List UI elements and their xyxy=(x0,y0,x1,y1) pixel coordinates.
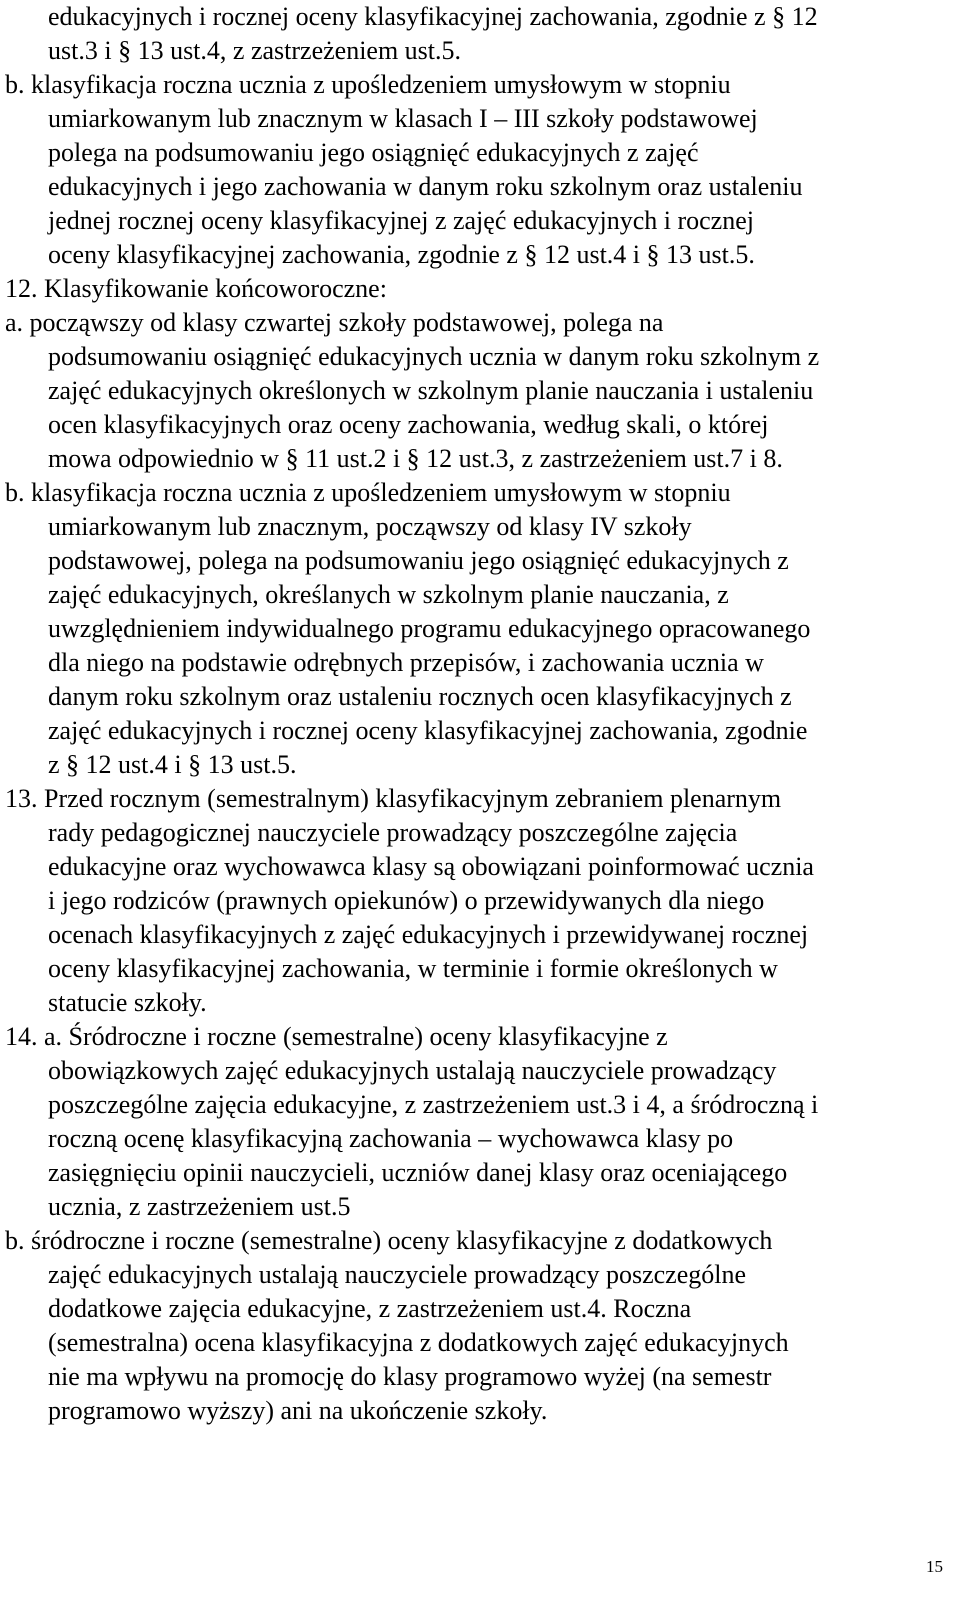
text-line: dla niego na podstawie odrębnych przepisów, i zachowania ucznia w xyxy=(48,648,764,677)
text-line: zasięgnięciu opinii nauczycieli, uczniów danej klasy oraz oceniającego xyxy=(48,1158,788,1187)
text-line: ocen klasyfikacyjnych oraz oceny zachowania, według skali, o której xyxy=(48,410,769,439)
text-line: uwzględnieniem indywidualnego programu edukacyjnego opracowanego xyxy=(48,614,811,643)
text-line: poszczególne zajęcia edukacyjne, z zastrzeżeniem ust.3 i 4, a śródroczną i xyxy=(48,1090,819,1119)
text-line: jednej rocznej oceny klasyfikacyjnej z zajęć edukacyjnych i rocznej xyxy=(48,206,754,235)
text-line: i jego rodziców (prawnych opiekunów) o przewidywanych dla niego xyxy=(48,886,765,915)
text-line: b. śródroczne i roczne (semestralne) oceny klasyfikacyjne z dodatkowych xyxy=(5,1226,773,1255)
text-line: polega na podsumowaniu jego osiągnięć edukacyjnych z zajęć xyxy=(48,138,699,167)
text-line: mowa odpowiednio w § 11 ust.2 i § 12 ust.3, z zastrzeżeniem ust.7 i 8. xyxy=(48,444,783,473)
text-line: edukacyjne oraz wychowawca klasy są obowiązani poinformować ucznia xyxy=(48,852,814,881)
text-line: z § 12 ust.4 i § 13 ust.5. xyxy=(48,750,297,779)
text-line: a. począwszy od klasy czwartej szkoły podstawowej, polega na xyxy=(5,308,664,337)
text-line: edukacyjnych i jego zachowania w danym roku szkolnym oraz ustaleniu xyxy=(48,172,803,201)
text-line: 13. Przed rocznym (semestralnym) klasyfikacyjnym zebraniem plenarnym xyxy=(5,784,782,813)
text-line: ocenach klasyfikacyjnych z zajęć edukacyjnych i przewidywanej rocznej xyxy=(48,920,809,949)
text-line: b. klasyfikacja roczna ucznia z upośledzeniem umysłowym w stopniu xyxy=(5,478,731,507)
text-line: 14. a. Śródroczne i roczne (semestralne) oceny klasyfikacyjne z xyxy=(5,1022,668,1051)
text-line: zajęć edukacyjnych określonych w szkolnym planie nauczania i ustaleniu xyxy=(48,376,814,405)
page-number: 15 xyxy=(926,1557,943,1576)
text-line: ust.3 i § 13 ust.4, z zastrzeżeniem ust.5. xyxy=(48,36,462,65)
text-line: ucznia, z zastrzeżeniem ust.5 xyxy=(48,1192,351,1221)
text-line: zajęć edukacyjnych, określanych w szkolnym planie nauczania, z xyxy=(48,580,729,609)
text-line: b. klasyfikacja roczna ucznia z upośledzeniem umysłowym w stopniu xyxy=(5,70,731,99)
text-line: (semestralna) ocena klasyfikacyjna z dodatkowych zajęć edukacyjnych xyxy=(48,1328,789,1357)
text-line: umiarkowanym lub znacznym w klasach I – III szkoły podstawowej xyxy=(48,104,758,133)
text-line: podstawowej, polega na podsumowaniu jego osiągnięć edukacyjnych z xyxy=(48,546,789,575)
text-line: zajęć edukacyjnych i rocznej oceny klasyfikacyjnej zachowania, zgodnie xyxy=(48,716,808,745)
text-line: nie ma wpływu na promocję do klasy programowo wyżej (na semestr xyxy=(48,1362,772,1391)
text-line: statucie szkoły. xyxy=(48,988,207,1017)
text-line: obowiązkowych zajęć edukacyjnych ustalają nauczyciele prowadzący xyxy=(48,1056,777,1085)
text-line: rady pedagogicznej nauczyciele prowadzący poszczególne zajęcia xyxy=(48,818,738,847)
text-line: roczną ocenę klasyfikacyjną zachowania – wychowawca klasy po xyxy=(48,1124,734,1153)
text-line: danym roku szkolnym oraz ustaleniu rocznych ocen klasyfikacyjnych z xyxy=(48,682,792,711)
text-line: oceny klasyfikacyjnej zachowania, zgodnie z § 12 ust.4 i § 13 ust.5. xyxy=(48,240,755,269)
text-line: zajęć edukacyjnych ustalają nauczyciele prowadzący poszczególne xyxy=(48,1260,747,1289)
text-line: programowo wyższy) ani na ukończenie szkoły. xyxy=(48,1396,548,1425)
text-line: umiarkowanym lub znacznym, począwszy od klasy IV szkoły xyxy=(48,512,692,541)
text-line: edukacyjnych i rocznej oceny klasyfikacyjnej zachowania, zgodnie z § 12 xyxy=(48,2,818,31)
text-line: oceny klasyfikacyjnej zachowania, w terminie i formie określonych w xyxy=(48,954,778,983)
text-line: dodatkowe zajęcia edukacyjne, z zastrzeżeniem ust.4. Roczna xyxy=(48,1294,692,1323)
text-line: podsumowaniu osiągnięć edukacyjnych ucznia w danym roku szkolnym z xyxy=(48,342,820,371)
section-heading: 12. Klasyfikowanie końcoworoczne: xyxy=(5,274,387,303)
